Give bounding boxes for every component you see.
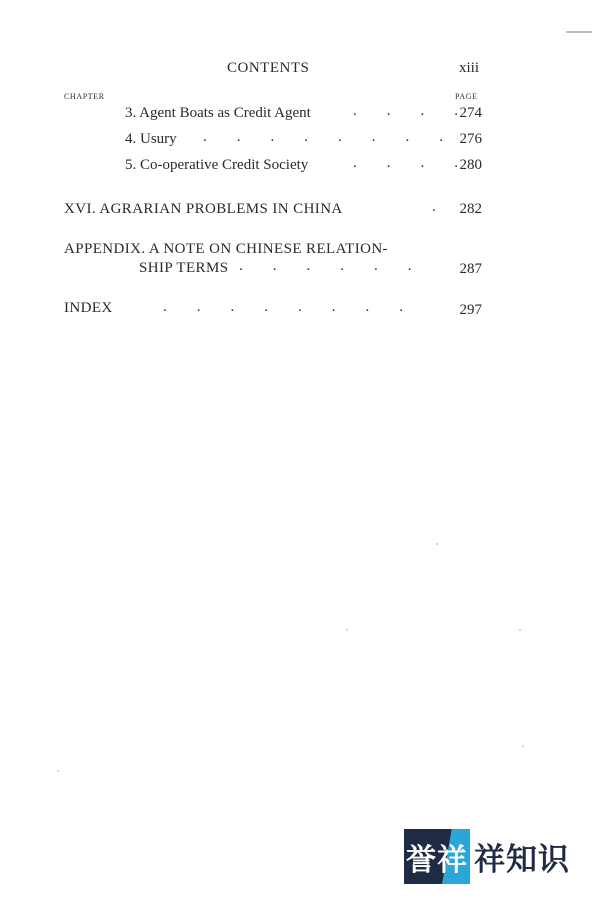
scan-speck: [519, 629, 521, 631]
toc-leader-dots: . . . . . . . .: [203, 129, 443, 145]
toc-entry-page: 276: [459, 131, 482, 147]
toc-appendix-label-continued: SHIP TERMS: [139, 260, 229, 276]
watermark-logo-icon-text: 誉祥: [406, 842, 468, 878]
scan-speck: [346, 629, 348, 631]
scan-speck: [436, 543, 438, 545]
scan-speck: [522, 745, 524, 747]
page-numeral: xiii: [459, 60, 480, 76]
toc-entry-page: 287: [459, 261, 482, 277]
watermark-logo-text: 祥知识: [474, 842, 570, 878]
page-title: CONTENTS: [227, 60, 310, 76]
toc-leader-dots: . . . .: [353, 155, 458, 171]
column-heading-page: PAGE: [455, 92, 478, 101]
toc-leader-dots: . . . .: [353, 103, 458, 119]
toc-entry-label: 4. Usury: [125, 131, 177, 147]
toc-chapter-label: XVI. AGRARIAN PROBLEMS IN CHINA: [64, 201, 343, 217]
toc-leader-dots: . . . . . .: [239, 258, 412, 274]
toc-entry-label: 3. Agent Boats as Credit Agent: [125, 105, 311, 121]
toc-entry-page: 297: [459, 302, 482, 318]
toc-entry-label: 5. Co-operative Credit Society: [125, 157, 309, 173]
watermark-logo-mark: [404, 829, 470, 884]
toc-leader-dots: .: [432, 199, 436, 215]
toc-leader-dots: . . . . . . . .: [163, 299, 403, 315]
column-heading-chapter: CHAPTER: [64, 92, 105, 101]
toc-appendix-label: APPENDIX. A NOTE ON CHINESE RELATION-: [64, 241, 388, 257]
toc-entry-page: 282: [459, 201, 482, 217]
toc-index-label: INDEX: [64, 300, 113, 316]
scan-mark: [566, 31, 592, 33]
toc-entry-page: 274: [459, 105, 482, 121]
toc-entry-page: 280: [459, 157, 482, 173]
watermark-logo: [404, 829, 570, 884]
scan-speck: [57, 770, 59, 772]
